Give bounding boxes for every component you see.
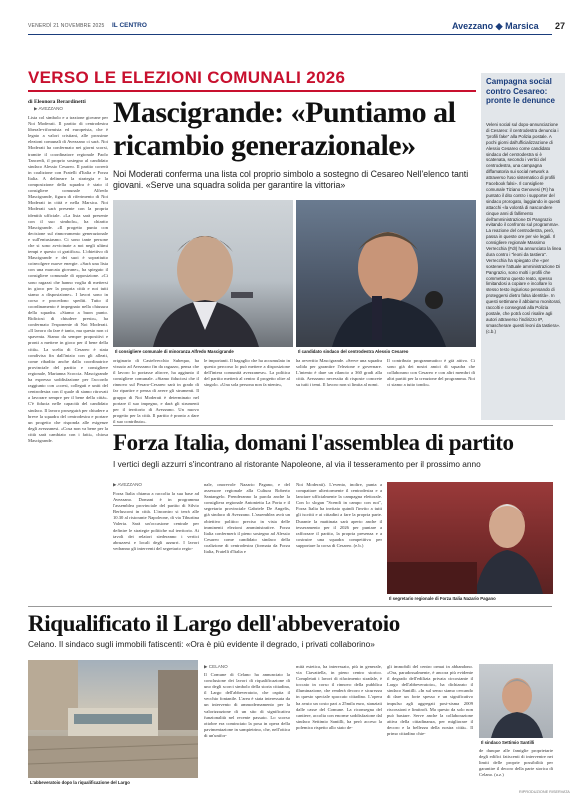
section-name: Avezzano ◆ Marsica xyxy=(452,21,539,31)
photo-pagano xyxy=(387,482,553,594)
photo-santilli-caption: Il sindaco Settimio Santilli xyxy=(481,740,535,745)
article3-dateline: ▶ CELANO xyxy=(204,664,228,669)
photo-santilli xyxy=(479,664,553,738)
photo-pagano-caption: Il segretario regionale di Forza Italia Nazario Pagano xyxy=(389,596,496,601)
article2-dateline: ▶ AVEZZANO xyxy=(113,482,142,487)
photo-cesareo-caption: Il candidato sindaco del centrodestra Alessio Cesareo xyxy=(298,349,409,354)
issue-date: VENERDÌ 21 NOVEMBRE 2025 xyxy=(28,23,105,29)
kicker-underline xyxy=(28,90,476,92)
article1-headline: Mascigrande: «Puntiamo al ricambio generazionale» xyxy=(113,96,456,162)
article1-dateline: ▶ AVEZZANO xyxy=(34,106,63,111)
article3-column-2: mità estetica, ha interessato, più in generale, via Ciavattella, in pieno centro storico. Completati i lavori di rifacimento stradale, è toccato in corso il rinnovo della pubblica illuminazione, che renderà decoro e sicurezza in questo speciale spaccato cittadino. L'opera ha avuto un costo pari a 25mila euro, stanziati dalle casse del Comune. La riconsegna del cantiere, accolta con enorme soddisfazione dal sindaco Settimio Santilli, ha però acceso la polemica rispetto allo stato de- xyxy=(296,664,382,730)
article3-column-3: gli immobili del centro ormai in abbandono. «Ora, paradossalmente, è ancora più evidente il degrado dell'edilizia privata circostante il Largo dell'abbeveratoio», ha dichiarato il sindaco Santilli. «In sul senso siamo cercando di dare un forte spesso e un significativo impulso agli aggregati post-sisma 2009 riscossioni e limitrofi. Ma questo da solo non può bastare. Serve anche la collaborazione attiva della cittadinanza, per migliorare il decoro e la bellezza della nostra città». Il primo cittadino chie- xyxy=(387,664,473,737)
photo-abbeveratoio xyxy=(28,660,198,778)
article1-column-5: Il contributo programmatico è già attivo. Ci sono già dei nostri amici di squadra che collaborano con Cesareo e con altri membri di altri partiti per la creazione del programma. Noi ci siamo a tutto tondo». xyxy=(387,358,476,388)
newspaper-brand: IL CENTRO xyxy=(112,22,147,29)
article1-column-4: ha avvertito Mascigrande. «Serve una squadra solida per garantire l'elezione e governare. L'intento è dare un rilancio a 360 gradi alla città. Avezzano necessita di risposte concrete su tutti i temi. Il lavoro non si limita al nomi. xyxy=(296,358,382,388)
article2-headline: Forza Italia, domani l'assemblea di partito xyxy=(113,430,514,455)
article2-column-3: Noi Moderati). L'evento, inoltre, punta a compattare ulteriormente il centrodestra e a lanciare ufficialmente la campagna elettorale. Con lo slogan "Scendi in campo con noi", Forza Italia ha invitato quindi l'invito a tutti gli iscritti e ai cittadini a fare la propria parte. Durante la mattinata sarà aperto anche il tesseramento per il 2026 per puntare a rafforzare il partito, la propria presenza e a costruire una squadra competitiva per supportare la corsa di Cesareo. (e.b.) xyxy=(296,482,382,548)
article3-subhead: Celano. Il sindaco sugli immobili fatiscenti: «Ora è più evidente il degrado, i privati collaborino» xyxy=(28,639,375,649)
article3-column-1: Il Comune di Celano ha annunciato la conclusione dei lavori di riqualificazione di uno degli scorci simbolo della storia cittadina, il Largo dell'abbeveratoio, che ospita il vecchio fontanile. L'area è stata interessata da un intervento di ammodernamento per la valorizzazione di un sito di significativa funzionalità nel recente passato. Lo scorso ottobre era cominciato la posa in opera della pavimentazione in sampietrino, che, nell'ottica di un'unifor- xyxy=(204,672,290,738)
section-divider-1 xyxy=(113,425,553,426)
sidebar-body: Veleni social sul dopo-annunciazione di Cesareo: il centrodestra denuncia i "profili fake" alla Polizia postale. A pochi giorni dall'ufficializzazione di Alessio Cesareo come candidato sindaco del centrodestra si è scatenata, secondo i vertici del centrodestra, una campagna diffamatoria sui social network a attraverso l'uso sistematico di profili Facebook falsi». Il consigliere comunale Tiziano Genovesi (FI) ha puntato il dito contro i supporter del sindaco prorogato, laggiando in questi attacchi «la volontà di nascondere cinque anni di fallimento dell'amministrazione Di Pangrazio evitando il confronto sul programma». La reazione del centrodestra, però, passa in queste ore per vie legali. Il consigliere regionale Massimo Verrecchia (FdI) ha annunciato la linea dura contro i "leoni da tastiera". Verrecchia ha spiegato che «per sostenere l'attuale amministrazione Di Pangrazio, sono molti i profili che commettono questo reato, spesso limitandosi a copiare e incollare lo stesso testo ingiurioso pensando di proteggersi dietro falsa identità». In questi settimane il abbiamo monitorati, raccolti e consegnati alla Polizia postale, che potrà così risalire agli autori attraverso l'indirizzo IP, smascherare questi leoni da tastiera». (c.b.) xyxy=(486,122,562,334)
article3-headline: Riqualificato il Largo dell'abbeveratoio xyxy=(28,611,400,636)
photo-cesareo xyxy=(296,200,476,347)
copyright-notice: RIPRODUZIONE RISERVATA xyxy=(519,790,570,794)
section-divider-2 xyxy=(28,606,552,607)
section-kicker: VERSO LE ELEZIONI COMUNALI 2026 xyxy=(28,68,346,87)
photo-mascigrande-caption: Il consigliere comunale di minoranza Alfredo Mascigrande xyxy=(115,349,234,354)
article1-column-3: le importanti. Il bagaglio che ha accumulato in questo percorso lo può mettere a disposizione dell'intera comunità avezzanese». La politica del partito metterà al centro il progetto oltre al singolo. «Una sola persona non fa niente», xyxy=(204,358,290,388)
article2-subhead: I vertici degli azzurri s'incontrano al ristorante Napoleone, al via il tesseramento per il prossimo anno xyxy=(113,459,481,469)
page-number: 27 xyxy=(555,21,566,31)
sidebar-title: Campagna social contro Cesareo: pronte le denunce xyxy=(486,77,555,106)
article1-subhead: Noi Moderati conferma una lista col proprio simbolo a sostegno di Cesareo Nell'elenco tanti giovani. «Serve una squadra solida per garantire la vittoria» xyxy=(113,169,469,190)
photo-mascigrande xyxy=(113,200,293,347)
photo-abbeveratoio-caption: L'abbeveratoio dopo la riqualificazione del Largo xyxy=(30,780,130,785)
article2-column-1: Forza Italia chiama a raccolta la sua base ad Avezzano. Domani è in programma l'assemblea provinciale del partito di Silvio Berlusconi in città. L'incontro si terrà alle 10.30 al ristorante Napoleone, di via Tiburtina Valeria. Sarà un'occasione centrale per definire le strategie politiche sul territorio. Ai tavoli dei relatori siederanno i vertici abruzzesi e locali degli azzurri. I lavori vedranno gli interventi del segretario regio- xyxy=(113,491,199,551)
article1-column-2: originario di Castelvecchio Subequo, ha vissuto ad Avezzano fin da ragazzo, pensa che il lavoro lo portasse altrove, ha aggiunto il consigliere comunale. «Siamo fiduciosi che il rinnovo sul Pesaro-Cesareo sarà in grado di far ripartire e pensa di avere gli strumenti. Il gruppo di Noi Moderati è determinato nel portare il suo impegno, e darà gli strumenti per il territorio di Avezzano. Un nuovo progetto per la città. Il partito è pronto a dare il suo contributo». xyxy=(113,358,199,424)
article2-column-2: nale, onorevole Nazario Pagano, e del assessore regionale alla Cultura Roberto Santangelo. Prenderanno la parola anche la consigliera regionale Antonietta La Porta e il segretario provinciale Gabriele De Angelis, già sindaco di Avezzano. L'assemblea avrà un obiettivo politico preciso in vista delle imminenti elezioni amministrative. Forza Italia confermerà il pieno sostegno ad Alessio Cesareo come candidato sindaco della coalizione di centrodestra (formata da Forza Italia, Fratelli d'Italia e xyxy=(204,482,290,555)
header-divider xyxy=(28,34,552,35)
article1-column-1: Lista col simbolo e a trazione giovane per Noi Moderati. Il partito di centrodestra liberale-riformista ed europeista, che è legato a valori cristiani, alle prossime elezioni comunali di Avezzano ci sarà. Noi Moderati ha confermato nei giorni scorsi, tramite il coordinatore regionale Paolo Tancredi, il proprio sostegno al candidato sindaco Alessio Cesareo. Il partito correrà in coalizione con Fratelli d'Italia e Forza Italia. A delineare la strategia e la composizione della squadra è stato il consigliere comunale Alfredo Mascigrande, figura di riferimento di Noi Moderati in città e nella Marsica. Noi Moderati sarà presente con la propria identità ufficiale. «La lista sarà presente con il suo simbolo», ha chiarito Mascigrande. «Il progetto punta con decisione sul rinnovamento generazionale e sull'entusiasmo. Ci sono tante persone che si sono avvicinate a noi negli ultimi tempi e questo ci gratifica». L'obiettivo di Mascigrande e dei suoi è soprattutto coinvolgere nuove energie. «Sarà una lista con una marcata giovane», ha spiegato il consigliere comunale di opposizione. «Ci sono ragazzi che hanno voglia di mettersi in gioco per la propria città e noi tutti siamo a disposizione». I lavori sono in corso e procedono spediti. Tutto il coordinamento è impegnato nella chiusura della squadra. «Siamo a buon punto. Ridiciosi di chiudere presto», ha confermato l'esponente di Noi Moderati. «Il lavoro da fare è tanto, ma questo non ci spaventa. Siamo da sempre propositivi e pronti a mettere in gioco per il bene della città». La scelta di Cesareo è stata condivisa fin dall'inizio con gli alleati, come ribadito anche dalla coordinatrice provinciale del partito e consigliere regionale, Marianna Scoccia. Mascigrande ha espresso soddisfazione per l'accordo raggiunto con «coesi, collegati e uniti del centrodestra con il quale di siamo ritrovati a lavorare sempre per il bene della città». C'è fiducia nelle capacità del candidato sindaco. Il lavoro proseguirà per chiudere a breve la squadra del centrodestra e portare un progetto che risponda alle esigenze degli avezzanesi. «Cosa non va bene per la città sarà cambiato con i fatti», chiosa Mascigrande. xyxy=(28,115,108,443)
article1-byline: di Eleonora Berardinetti xyxy=(28,99,86,105)
article3-column-4: de dunque alle famiglie proprietarie degli edifici fatiscenti di intervenire nei limiti delle proprie possibilità per garantire il decoro della parte storica di Celano. (a.z.) xyxy=(479,748,553,778)
